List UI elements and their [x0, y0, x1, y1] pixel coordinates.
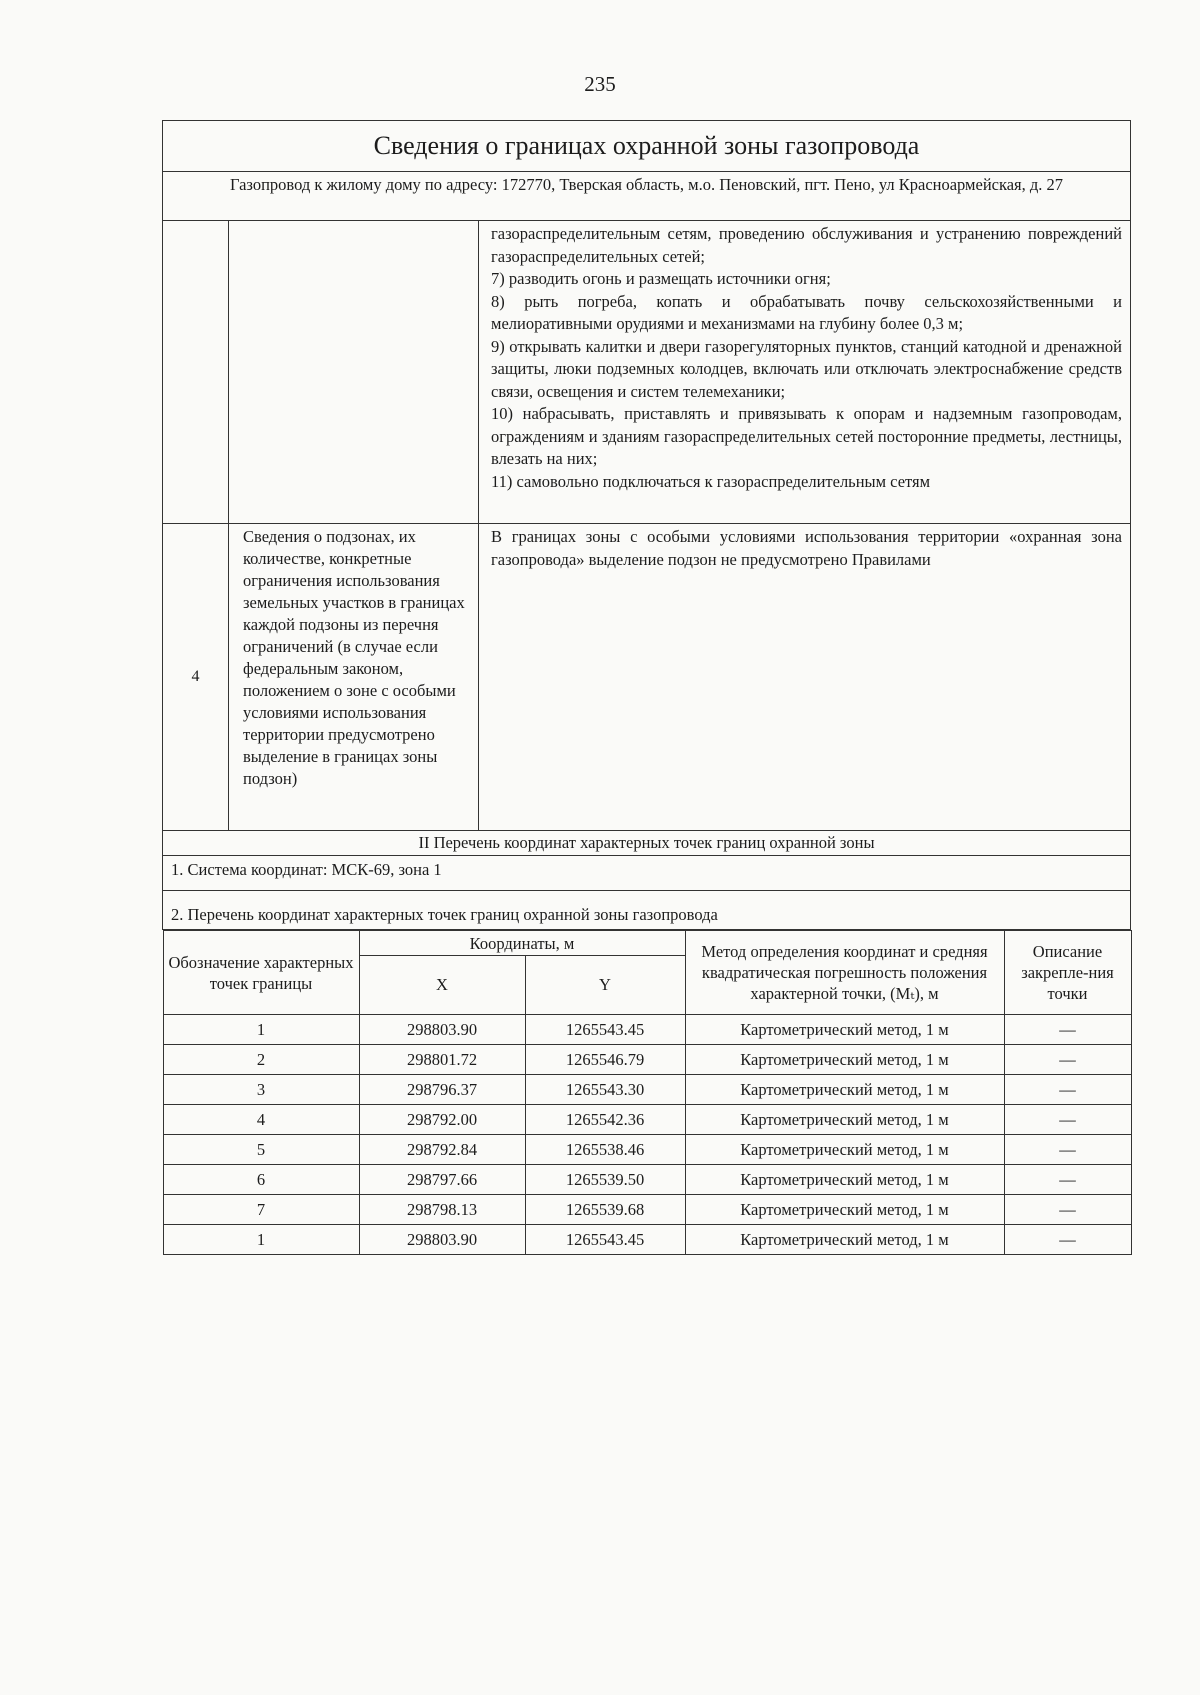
x-value: 298792.84 [359, 1135, 525, 1165]
header-y: Y [525, 956, 685, 1015]
table-row [163, 1015, 1131, 1045]
y-value: 1265542.36 [525, 1105, 685, 1135]
header-method: Метод определения координат и средняя квадратическая погрешность положения характерной точки, (Mₜ), м [685, 931, 1004, 1015]
point-number: 7 [163, 1195, 359, 1225]
y-value: 1265539.68 [525, 1195, 685, 1225]
restriction-item-11: 11) самовольно подключаться к газораспределительным сетям [491, 471, 931, 491]
row-label-empty [229, 221, 479, 524]
table-row [163, 1135, 1131, 1165]
restrictions-continued [479, 221, 1131, 524]
y-value: 1265546.79 [525, 1045, 685, 1075]
restriction-item-10: 10) набрасывать, приставлять и привязывать к опорам и надземным газопроводам, ограждениям и зданиям газораспределительных сетей посторонние предметы, лестницы, влезать на них; [491, 404, 1122, 468]
header-x: X [359, 956, 525, 1015]
zone-info-table [162, 120, 1131, 1255]
table-row [163, 1045, 1131, 1075]
point-number: 2 [163, 1045, 359, 1075]
point-number: 5 [163, 1135, 359, 1165]
x-value: 298797.66 [359, 1165, 525, 1195]
coordinate-system: 1. Система координат: МСК-69, зона 1 [163, 856, 1131, 891]
x-value: 298801.72 [359, 1045, 525, 1075]
table-row [163, 1195, 1131, 1225]
row-number: 4 [163, 524, 229, 831]
x-value: 298796.37 [359, 1075, 525, 1105]
coordinates-list-title: 2. Перечень координат характерных точек границ охранной зоны газопровода [163, 891, 1131, 930]
method-value: Картометрический метод, 1 м [685, 1075, 1004, 1105]
description-value: — [1004, 1015, 1131, 1045]
page-number: 235 [584, 72, 616, 96]
header-point: Обозначение характерных точек границы [163, 931, 359, 1015]
point-number: 3 [163, 1075, 359, 1105]
x-value: 298803.90 [359, 1015, 525, 1045]
method-value: Картометрический метод, 1 м [685, 1225, 1004, 1255]
method-value: Картометрический метод, 1 м [685, 1105, 1004, 1135]
method-value: Картометрический метод, 1 м [685, 1135, 1004, 1165]
y-value: 1265538.46 [525, 1135, 685, 1165]
description-value: — [1004, 1225, 1131, 1255]
point-number: 1 [163, 1225, 359, 1255]
x-value: 298798.13 [359, 1195, 525, 1225]
method-value: Картометрический метод, 1 м [685, 1195, 1004, 1225]
subzone-text: В границах зоны с особыми условиями использования территории «охранная зона газопровода» выделение подзон не предусмотрено Правилами [479, 524, 1131, 831]
table-row [163, 1105, 1131, 1135]
y-value: 1265543.45 [525, 1225, 685, 1255]
x-value: 298792.00 [359, 1105, 525, 1135]
x-value: 298803.90 [359, 1225, 525, 1255]
description-value: — [1004, 1135, 1131, 1165]
description-value: — [1004, 1045, 1131, 1075]
table-row [163, 1225, 1131, 1255]
object-address: Газопровод к жилому дому по адресу: 172770, Тверская область, м.о. Пеновский, пгт. Пено, ул Красноармейская, д. 27 [163, 172, 1131, 221]
point-number: 4 [163, 1105, 359, 1135]
method-value: Картометрический метод, 1 м [685, 1015, 1004, 1045]
description-value: — [1004, 1075, 1131, 1105]
restriction-item-9: 9) открывать калитки и двери газорегуляторных пунктов, станций катодной и дренажной защиты, люки подземных колодцев, включать или отключать электроснабжение средств связи, освещения и систем телемеханики; [491, 336, 1122, 401]
description-value: — [1004, 1105, 1131, 1135]
restriction-text: газораспределительным сетям, проведению обслуживания и устранению повреждений газораспределительных сетей; [491, 224, 1122, 266]
header-coordinates: Координаты, м [359, 931, 685, 956]
section-heading: II Перечень координат характерных точек границ охранной зоны [163, 831, 1131, 856]
method-value: Картометрический метод, 1 м [685, 1165, 1004, 1195]
point-number: 1 [163, 1015, 359, 1045]
restriction-item-7: 7) разводить огонь и размещать источники огня; [491, 269, 831, 288]
table-row [163, 1075, 1131, 1105]
y-value: 1265539.50 [525, 1165, 685, 1195]
document-title: Сведения о границах охранной зоны газопровода [163, 121, 1131, 172]
restriction-item-8: 8) рыть погреба, копать и обрабатывать почву сельскохозяйственными и мелиоративными орудиями и механизмами на глубину более 0,3 м; [491, 291, 1122, 333]
coordinates-table [163, 930, 1132, 1255]
subzone-label: Сведения о подзонах, их количестве, конкретные ограничения использования земельных участков в границах каждой подзоны из перечня ограничений (в случае если федеральным законом, положением о зоне с особыми условиями использования территории предусмотрено выделение в границах зоны подзон) [229, 524, 479, 831]
table-row [163, 1165, 1131, 1195]
header-description: Описание закрепле-ния точки [1004, 931, 1131, 1015]
y-value: 1265543.45 [525, 1015, 685, 1045]
description-value: — [1004, 1195, 1131, 1225]
y-value: 1265543.30 [525, 1075, 685, 1105]
description-value: — [1004, 1165, 1131, 1195]
row-number-empty [163, 221, 229, 524]
point-number: 6 [163, 1165, 359, 1195]
method-value: Картометрический метод, 1 м [685, 1045, 1004, 1075]
